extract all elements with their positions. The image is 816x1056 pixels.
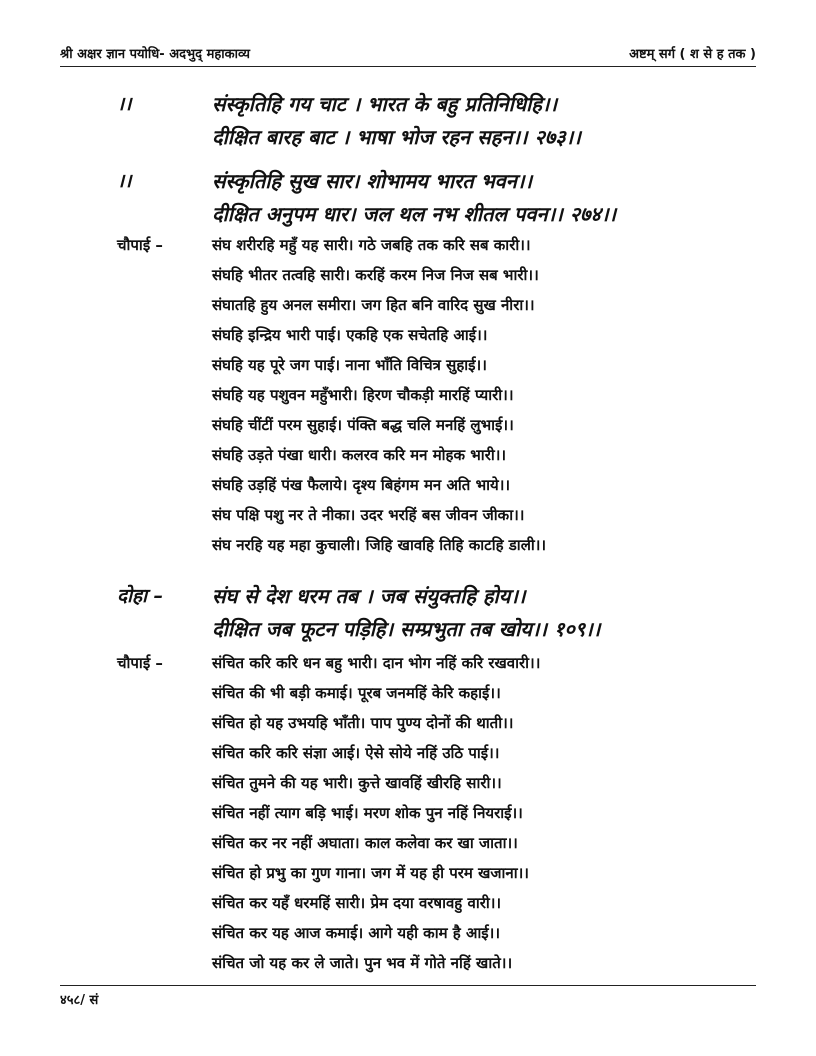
verse-line: संचित नहीं त्याग बड़ि भाई। मरण शोक पुन नहिं नियराई।। <box>212 804 523 822</box>
verse-line: संघहि यह पूरे जग पाई। नाना भाँति विचित्र सुहाई।। <box>212 356 487 374</box>
page-number: ४५८/ सं <box>60 993 99 1008</box>
verse-line: संचित जो यह कर ले जाते। पुन भव में गोते नहिं खाते।। <box>212 954 513 972</box>
verse-line: संघहि उड़ते पंखा धारी। कलरव करि मन मोहक भारी।। <box>212 446 507 464</box>
chaupai-label: चौपाई – <box>117 236 163 254</box>
verse-line: संचित तुमने की यह भारी। कुत्ते खावहिं खीरहि सारी।। <box>212 774 502 792</box>
chaupai-label: चौपाई – <box>117 654 163 672</box>
stanza-273 <box>0 90 816 156</box>
stanza-label: ।। <box>117 170 132 192</box>
verse-line: संचित कर यहँ धरमहिं सारी। प्रेम दया वरषावहु वारी।। <box>212 894 502 912</box>
chapter-title: अष्टम् सर्ग ( श से ह तक ) <box>629 47 756 62</box>
verse-line: संस्कृतिहि गय चाट । भारत के बहु प्रतिनिधिहि।। <box>212 92 558 116</box>
chaupai-section-1 <box>0 235 816 565</box>
verse-line: संघ नरहि यह महा कुचाली। जिहि खावहि तिहि काटहि डाली।। <box>212 536 547 554</box>
verse-line: संचित हो यह उभयहि भाँती। पाप पुण्य दोनों की थाती।। <box>212 714 514 732</box>
verse-line: संचित कर यह आज कमाई। आगे यही काम है आई।। <box>212 924 501 942</box>
header-rule <box>60 66 756 67</box>
verse-line: संघहि चींटीं परम सुहाई। पंक्ति बद्ध चलि मनहिं लुभाई।। <box>212 416 514 434</box>
stanza-274 <box>0 167 816 233</box>
verse-line: दीक्षित बारह बाट । भाषा भोज रहन सहन।। २७३।। <box>212 125 581 149</box>
verse-line: संघातहि हुय अनल समीरा। जग हित बनि वारिद सुख नीरा।। <box>212 296 535 314</box>
verse-line: संचित हो प्रभु का गुण गाना। जग में यह ही परम खजाना।। <box>212 864 529 882</box>
chaupai-section-2 <box>0 653 816 983</box>
verse-line: दीक्षित अनुपम धार। जल थल नभ शीतल पवन।। २७४।। <box>212 202 617 226</box>
stanza-label: ।। <box>117 93 132 115</box>
verse-line: संघ पक्षि पशु नर ते नीका। उदर भरहिं बस जीवन जीका।। <box>212 506 525 524</box>
verse-line: संघहि भीतर तत्वहि सारी। करहिं करम निज निज सब भारी।। <box>212 266 539 284</box>
footer-rule <box>60 985 756 986</box>
verse-line: संघहि उड़हिं पंख फैलाये। दृश्य बिहंगम मन अति भाये।। <box>212 476 511 494</box>
verse-line: संघहि यह पशुवन महुँभारी। हिरण चौकड़ी मारहिं प्यारी।। <box>212 386 514 404</box>
page-header <box>60 44 756 64</box>
verse-line: संघहि इन्द्रिय भारी पाई। एकहि एक सचेतहि आई।। <box>212 326 488 344</box>
verse-line: संघ शरीरहि महुँ यह सारी। गठे जबहि तक करि सब कारी।। <box>212 236 531 254</box>
verse-line: संचित कर नर नहीं अघाता। काल कलेवा कर खा जाता।। <box>212 834 518 852</box>
doha-label: दोहा – <box>117 585 164 607</box>
verse-line: संघ से देश धरम तब । जब संयुक्तहि होय।। <box>212 584 526 608</box>
book-title: श्री अक्षर ज्ञान पयोधि- अदभुद् महाकाव्य <box>60 47 250 62</box>
verse-line: दीक्षित जब फूटन पड़िहि। सम्प्रभुता तब खोय।। १०९।। <box>212 617 601 641</box>
verse-line: संचित करि करि संज्ञा आई। ऐसे सोये नहिं उठि पाई।। <box>212 744 500 762</box>
verse-line: संस्कृतिहि सुख सार। शोभामय भारत भवन।। <box>212 169 533 193</box>
verse-line: संचित की भी बड़ी कमाई। पूरब जनमहिं केरि कहाई।। <box>212 684 501 702</box>
doha-109 <box>0 582 816 648</box>
verse-line: संचित करि करि धन बहु भारी। दान भोग नहिं करि रखवारी।। <box>212 654 541 672</box>
